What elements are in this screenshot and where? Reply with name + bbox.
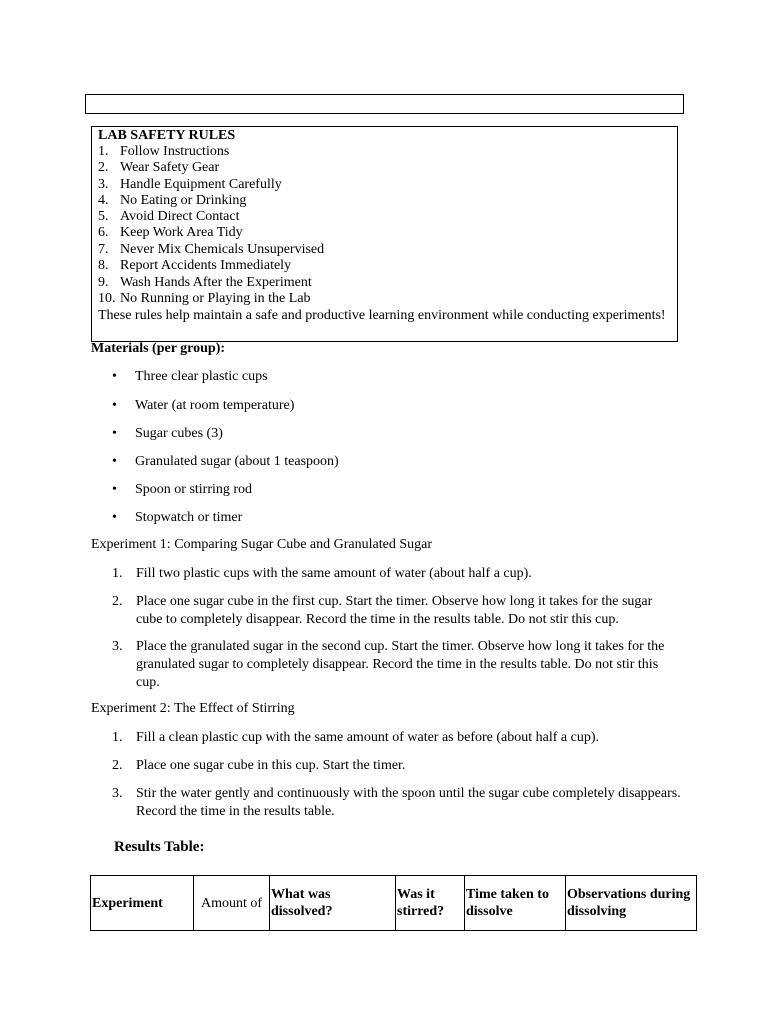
safety-rule: 3. Handle Equipment Carefully — [98, 177, 282, 192]
safety-rule: 8. Report Accidents Immediately — [98, 258, 292, 273]
experiment2-step: 2. Place one sugar cube in this cup. Start the timer. — [112, 758, 406, 773]
safety-rule: 5. Avoid Direct Contact — [98, 209, 240, 224]
safety-rule: 10. No Running or Playing in the Lab — [98, 291, 311, 306]
safety-rules-title: LAB SAFETY RULES — [98, 128, 236, 143]
results-header-cell: What was dissolved? — [270, 876, 396, 931]
materials-list-item: • Sugar cubes (3) — [112, 426, 223, 441]
header-empty-box — [85, 94, 684, 114]
experiment1-step: 2. Place one sugar cube in the first cup. Start the timer. Observe how long it takes for the sugar cube to completely disappear. Record the time in the results table. Do not stir this cup. — [112, 594, 653, 627]
results-header-cell: Time taken to dissolve — [465, 876, 566, 931]
results-table-header-row — [91, 876, 697, 931]
experiment2-heading: Experiment 2: The Effect of Stirring — [91, 701, 295, 716]
results-header-cell: Was it stirred? — [396, 876, 465, 931]
results-header-cell: Amount of — [194, 876, 270, 931]
safety-rule: 2. Wear Safety Gear — [98, 160, 220, 175]
safety-rules-box — [91, 126, 678, 342]
experiment1-heading: Experiment 1: Comparing Sugar Cube and Granulated Sugar — [91, 537, 432, 552]
experiment1-step: 1. Fill two plastic cups with the same amount of water (about half a cup). — [112, 566, 532, 581]
materials-list-item: • Spoon or stirring rod — [112, 482, 253, 497]
results-table-title: Results Table: — [114, 839, 205, 855]
materials-list-item: • Stopwatch or timer — [112, 510, 243, 525]
safety-rules-note: These rules help maintain a safe and productive learning environment while conducting experiments! — [98, 308, 666, 323]
safety-rule: 7. Never Mix Chemicals Unsupervised — [98, 242, 325, 257]
experiment2-step: 1. Fill a clean plastic cup with the same amount of water as before (about half a cup). — [112, 730, 599, 745]
results-header-cell: Observations during dissolving — [566, 876, 697, 931]
safety-rule: 4. No Eating or Drinking — [98, 193, 247, 208]
results-table — [90, 875, 697, 931]
materials-list-item: • Three clear plastic cups — [112, 369, 268, 384]
materials-list-item: • Water (at room temperature) — [112, 398, 295, 413]
materials-list-item: • Granulated sugar (about 1 teaspoon) — [112, 454, 339, 469]
safety-rule: 1. Follow Instructions — [98, 144, 230, 159]
results-header-cell: Experiment — [91, 876, 194, 931]
experiment1-step: 3. Place the granulated sugar in the second cup. Start the timer. Observe how long it takes for the granulated sugar to completely disappear. Record the time in the results table. Do not stir this cup. — [112, 639, 665, 690]
experiment2-step: 3. Stir the water gently and continuously with the spoon until the sugar cube completely disappears. Record the time in the results table. — [112, 786, 681, 819]
safety-rule: 9. Wash Hands After the Experiment — [98, 275, 312, 290]
safety-rule: 6. Keep Work Area Tidy — [98, 225, 243, 240]
materials-heading: Materials (per group): — [91, 341, 226, 356]
